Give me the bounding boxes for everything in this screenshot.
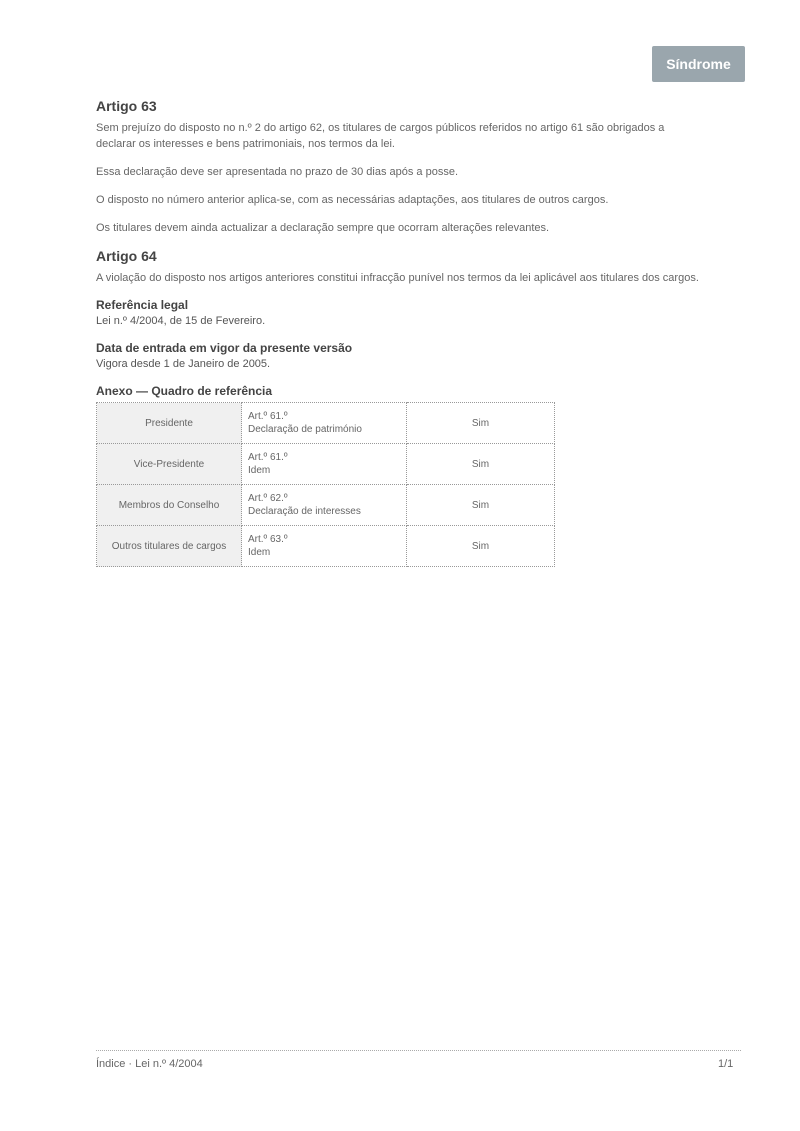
section-entry-date bbox=[96, 341, 706, 370]
cell-line: Declaração de interesses bbox=[248, 506, 361, 517]
page-tag: Síndrome bbox=[652, 46, 745, 82]
cell-line: Declaração de património bbox=[248, 424, 362, 435]
table-cell-value: Sim bbox=[407, 526, 555, 567]
article-63-paragraph-2: Essa declaração deve ser apresentada no prazo de 30 dias após a posse. bbox=[96, 166, 459, 178]
table-cell-reference bbox=[242, 403, 407, 444]
footer-page-number: 1/1 bbox=[718, 1058, 734, 1070]
section-text: Vigora desde 1 de Janeiro de 2005. bbox=[96, 358, 271, 370]
article-63-paragraph-1: Sem prejuízo do disposto no n.º 2 do artigo 62, os titulares de cargos públicos referidos no artigo 61 são obrigados a declarar os interesses e bens patrimoniais, nos termos da lei. bbox=[96, 122, 665, 150]
document-body bbox=[96, 98, 706, 567]
article-63-paragraph-4: Os titulares devem ainda actualizar a declaração sempre que ocorram alterações relevantes. bbox=[96, 222, 550, 234]
footer-divider bbox=[96, 1050, 741, 1051]
article-63-heading: Artigo 63 bbox=[96, 98, 157, 114]
cell-line: Idem bbox=[248, 547, 271, 558]
table-row bbox=[97, 444, 555, 485]
table-row bbox=[97, 403, 555, 444]
article-63-paragraph-3: O disposto no número anterior aplica-se, com as necessárias adaptações, aos titulares de outros cargos. bbox=[96, 194, 609, 206]
cell-line: Art.º 63.º bbox=[248, 534, 288, 545]
table-title: Anexo — Quadro de referência bbox=[96, 384, 273, 398]
section-text: Lei n.º 4/2004, de 15 de Fevereiro. bbox=[96, 315, 266, 327]
article-64-heading: Artigo 64 bbox=[96, 248, 157, 264]
table-cell-value: Sim bbox=[407, 444, 555, 485]
table-cell-value: Sim bbox=[407, 403, 555, 444]
article-64-paragraph-1: A violação do disposto nos artigos anteriores constitui infracção punível nos termos da lei aplicável aos titulares dos cargos. bbox=[96, 272, 699, 284]
section-title: Referência legal bbox=[96, 298, 189, 312]
table-cell-role: Membros do Conselho bbox=[97, 485, 242, 526]
cell-line: Art.º 61.º bbox=[248, 452, 288, 463]
section-legal-reference bbox=[96, 298, 706, 327]
reference-table bbox=[96, 402, 555, 567]
table-cell-role: Outros titulares de cargos bbox=[97, 526, 242, 567]
footer-left-text: Índice · Lei n.º 4/2004 bbox=[96, 1058, 203, 1070]
table-cell-reference bbox=[242, 444, 407, 485]
table-cell-role: Vice-Presidente bbox=[97, 444, 242, 485]
table-cell-reference bbox=[242, 526, 407, 567]
table-row bbox=[97, 526, 555, 567]
table-cell-value: Sim bbox=[407, 485, 555, 526]
table-row bbox=[97, 485, 555, 526]
cell-line: Art.º 61.º bbox=[248, 411, 288, 422]
cell-line: Art.º 62.º bbox=[248, 493, 288, 504]
cell-line: Idem bbox=[248, 465, 271, 476]
table-cell-role: Presidente bbox=[97, 403, 242, 444]
table-cell-reference bbox=[242, 485, 407, 526]
section-title: Data de entrada em vigor da presente versão bbox=[96, 341, 353, 355]
